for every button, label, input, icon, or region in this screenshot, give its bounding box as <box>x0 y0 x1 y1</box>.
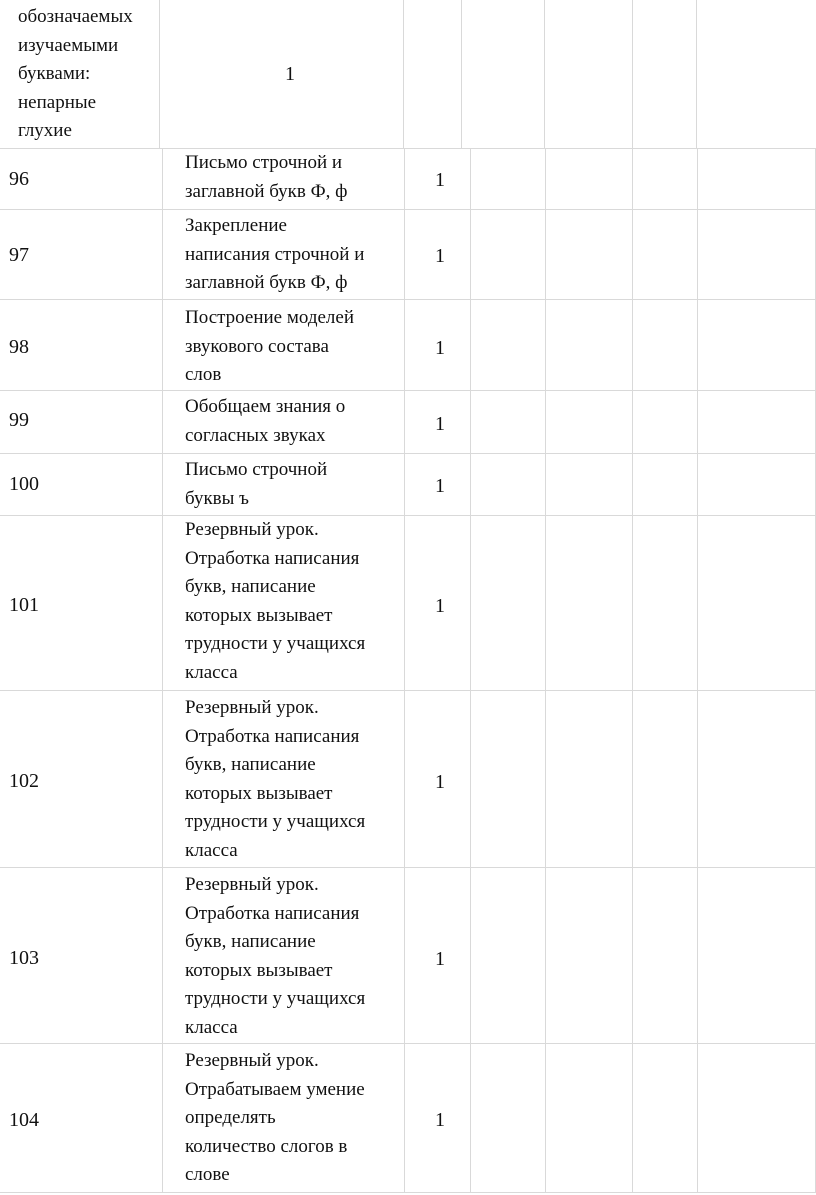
topic-line: слов <box>185 364 222 386</box>
topic-line: Резервный урок. <box>185 874 319 895</box>
column-divider <box>696 0 697 148</box>
topic-line: буквы ъ <box>185 487 249 509</box>
topic-line: Письмо строчной <box>185 459 328 480</box>
lesson-number: 100 <box>9 473 39 495</box>
row-divider <box>0 299 816 300</box>
column-divider <box>404 148 405 1192</box>
topic-line: класса <box>185 661 238 683</box>
topic-line: согласных звуках <box>185 424 326 446</box>
topic-line: Построение моделей <box>185 307 355 328</box>
topic-line: Резервный урок. <box>185 519 319 540</box>
lesson-number: 102 <box>9 770 39 792</box>
lesson-number: 99 <box>9 409 29 431</box>
topic-line: заглавной букв Ф, ф <box>185 272 348 294</box>
column-divider <box>159 0 160 148</box>
hours-cell: 1 <box>435 245 445 267</box>
column-divider <box>461 0 462 148</box>
column-divider <box>632 0 633 148</box>
topic-line: изучаемыми <box>18 34 119 56</box>
row-divider <box>0 209 816 210</box>
topic-line: слове <box>185 1164 230 1186</box>
column-divider <box>697 148 698 1192</box>
topic-cell <box>185 212 364 298</box>
topic-cell <box>185 393 345 450</box>
row-divider <box>0 390 816 391</box>
topic-cell <box>185 871 365 1043</box>
row-divider <box>0 1192 816 1193</box>
column-divider <box>470 148 471 1192</box>
lesson-number: 96 <box>9 168 29 190</box>
topic-cell <box>18 3 133 146</box>
topic-line: Письмо строчной и <box>185 152 343 173</box>
topic-line: которых вызывает <box>185 782 333 804</box>
topic-line: трудности у учащихся <box>185 633 366 655</box>
topic-cell <box>185 516 365 688</box>
topic-cell <box>185 304 354 390</box>
topic-line: Резервный урок. <box>185 697 319 718</box>
row-divider <box>0 867 816 868</box>
topic-line: класса <box>185 1016 238 1038</box>
hours-cell: 1 <box>435 948 445 970</box>
row-divider <box>0 453 816 454</box>
column-divider <box>403 0 404 148</box>
topic-line: трудности у учащихся <box>185 988 366 1010</box>
row-divider <box>0 1043 816 1044</box>
topic-line: заглавной букв Ф, ф <box>185 180 348 202</box>
lesson-number: 104 <box>9 1109 39 1131</box>
row-divider <box>0 515 816 516</box>
hours-cell: 1 <box>435 169 445 191</box>
topic-line: звукового состава <box>185 335 329 357</box>
topic-line: написания строчной и <box>185 243 365 265</box>
lesson-number: 98 <box>9 336 29 358</box>
topic-line: количество слогов в <box>185 1135 348 1157</box>
row-divider <box>0 690 816 691</box>
hours-cell: 1 <box>435 595 445 617</box>
topic-line: Отработка написания <box>185 902 360 924</box>
lesson-number: 103 <box>9 947 39 969</box>
hours-cell: 1 <box>435 771 445 793</box>
topic-line: трудности у учащихся <box>185 811 366 833</box>
topic-cell <box>185 694 365 866</box>
hours-cell: 1 <box>285 63 295 85</box>
topic-cell <box>185 1047 365 1190</box>
topic-line: Отработка написания <box>185 547 360 569</box>
column-divider <box>545 148 546 1192</box>
topic-line: обозначаемых <box>18 6 133 27</box>
lesson-number: 97 <box>9 244 29 266</box>
topic-line: непарные <box>18 91 97 113</box>
hours-cell: 1 <box>435 475 445 497</box>
lesson-number: 101 <box>9 594 39 616</box>
hours-cell: 1 <box>435 337 445 359</box>
topic-line: букв, написание <box>185 931 316 953</box>
topic-line: Отработка написания <box>185 725 360 747</box>
hours-cell: 1 <box>435 413 445 435</box>
hours-cell: 1 <box>435 1109 445 1131</box>
topic-line: буквами: <box>18 63 91 85</box>
topic-line: Резервный урок. <box>185 1050 319 1071</box>
topic-line: класса <box>185 839 238 861</box>
topic-line: Обобщаем знания о <box>185 396 346 417</box>
topic-line: букв, написание <box>185 754 316 776</box>
column-divider <box>632 148 633 1192</box>
topic-cell <box>185 456 327 513</box>
topic-line: которых вызывает <box>185 959 333 981</box>
column-divider <box>162 148 163 1192</box>
topic-line: Отрабатываем умение <box>185 1078 365 1100</box>
topic-cell <box>185 149 347 206</box>
topic-line: букв, написание <box>185 576 316 598</box>
topic-line: которых вызывает <box>185 604 333 626</box>
topic-line: определять <box>185 1107 276 1129</box>
topic-line: глухие <box>18 120 72 142</box>
topic-line: Закрепление <box>185 215 287 236</box>
row-divider <box>0 148 816 149</box>
column-divider <box>544 0 545 148</box>
